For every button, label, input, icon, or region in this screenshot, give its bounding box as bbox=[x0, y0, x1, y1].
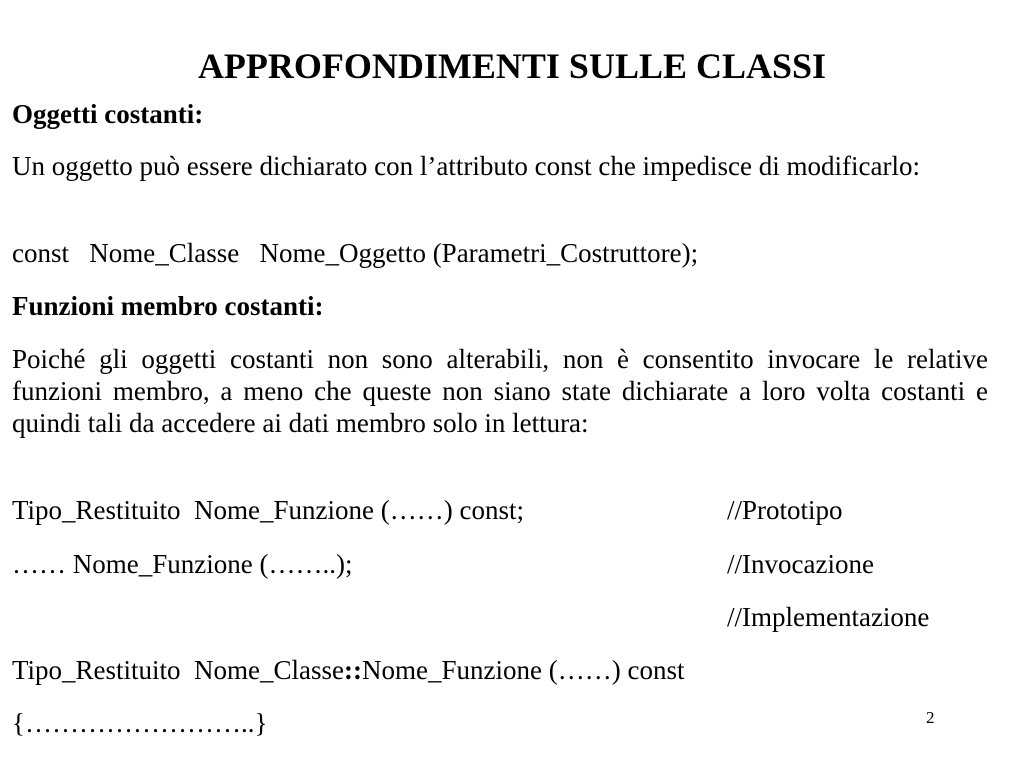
code-prototype: Tipo_Restituito Nome_Funzione (……) const; bbox=[12, 495, 524, 525]
comment-prototipo: //Prototipo bbox=[727, 495, 843, 525]
paragraph-funzioni-membro-costanti: Poiché gli oggetti costanti non sono alterabili, non è consentito invocare le relative funzioni membro, a meno che queste non siano state dichiarate a loro volta costanti e quindi tali da accedere ai dati membro solo in lettura: bbox=[12, 344, 988, 438]
code-impl-prefix: Tipo_Restituito Nome_Classe bbox=[12, 655, 345, 685]
code-implementation bbox=[12, 654, 684, 686]
comment-implementazione: //Implementazione bbox=[727, 602, 930, 632]
comment-invocazione: //Invocazione bbox=[727, 549, 874, 579]
code-impl-suffix: Nome_Funzione (……) const bbox=[362, 655, 685, 685]
code-scope-operator: :: bbox=[344, 655, 363, 685]
slide-title: APPROFONDIMENTI SULLE CLASSI bbox=[197, 46, 827, 86]
paragraph-oggetti-costanti: Un oggetto può essere dichiarato con l’attributo const che impedisce di modificarlo: bbox=[12, 151, 920, 181]
heading-funzioni-membro-costanti: Funzioni membro costanti: bbox=[12, 291, 324, 321]
code-invocation: …… Nome_Funzione (……..); bbox=[12, 549, 353, 579]
syntax-const-object: const Nome_Classe Nome_Oggetto (Parametri_Costruttore); bbox=[12, 238, 699, 268]
page-number: 2 bbox=[926, 708, 935, 727]
code-body: {……………………..} bbox=[12, 708, 268, 738]
heading-oggetti-costanti: Oggetti costanti: bbox=[12, 99, 204, 129]
